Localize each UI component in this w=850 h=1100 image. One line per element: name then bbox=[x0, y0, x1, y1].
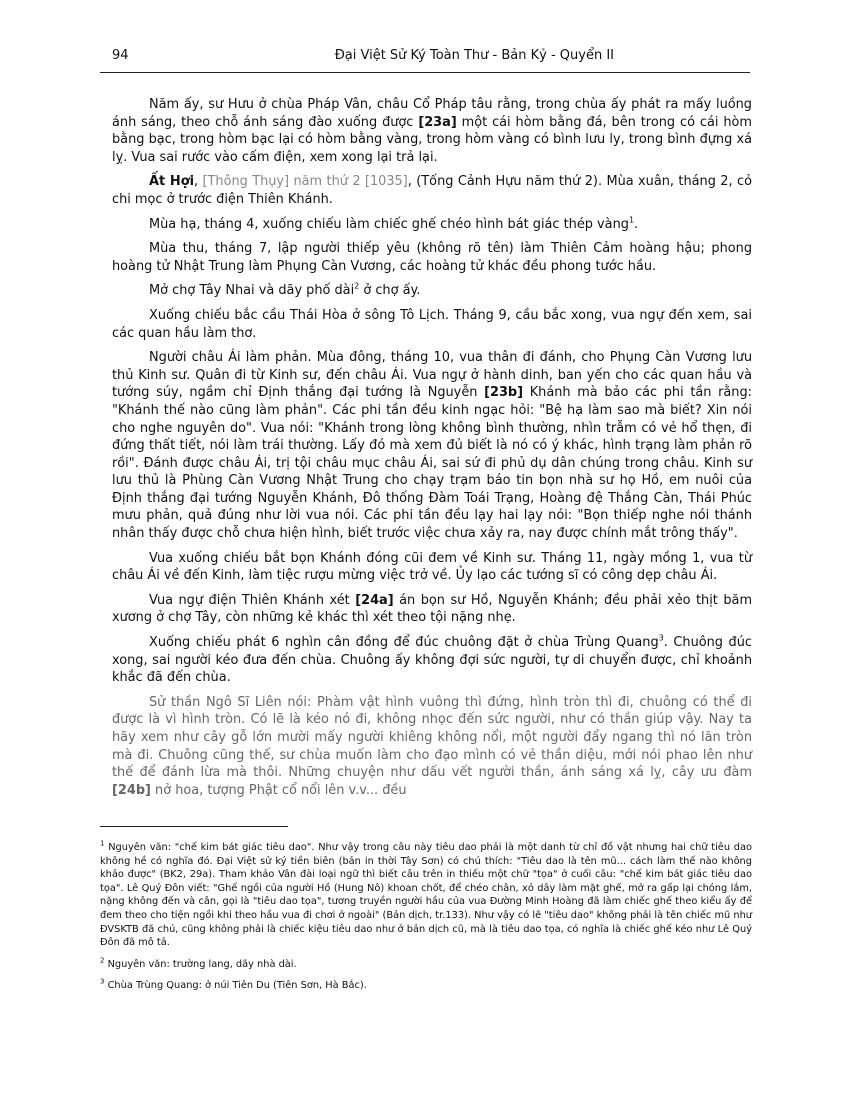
paragraph: Vua xuống chiếu bắt bọn Khánh đóng cũi đem về Kinh sư. Tháng 11, ngày mồng 1, vua từ châu Ái về đến Kinh, làm tiệc rượu mừng việc trở về. Ủy lạo các tướng sĩ có công dẹp châu Ái. bbox=[112, 550, 752, 584]
paragraph: Vua ngự điện Thiên Khánh xét [24a] án bọn sư Hồ, Nguyễn Khánh; đều phải xẻo thịt băm xương ở chợ Tây, còn những kẻ khác thì xét theo tội nặng nhẹ. bbox=[112, 592, 753, 626]
page-ref: [24b] bbox=[112, 782, 151, 798]
paragraph: Mùa thu, tháng 7, lập người thiếp yêu (không rõ tên) làm Thiên Cảm hoàng hậu; phong hoàng tử Nhật Trung làm Phụng Càn Vương, các hoàng tử khác đều phong tước hầu. bbox=[112, 241, 752, 274]
main-text bbox=[112, 96, 752, 806]
paragraph: Ất Hợi, [Thông Thụy] năm thứ 2 [1035], (Tống Cảnh Hựu năm thứ 2). Mùa xuân, tháng 2, cỏ chi mọc ở trước điện Thiên Khánh. bbox=[112, 174, 752, 207]
running-title: Đại Việt Sử Ký Toàn Thư - Bản Kỷ - Quyển II bbox=[334, 48, 614, 63]
paragraph: Mùa hạ, tháng 4, xuống chiếu làm chiếc ghế chéo hình bát giác thép vàng$^1$. bbox=[149, 215, 639, 232]
footnotes bbox=[100, 826, 752, 1001]
reign-note: [Thông Thụy] năm thứ 2 [1035] bbox=[202, 174, 408, 190]
footnote-mark[interactable]: 1 bbox=[628, 215, 635, 225]
paragraph: Mở chợ Tây Nhai và dãy phố dài$^2$ ở chợ ấy. bbox=[149, 282, 421, 299]
paragraph: Năm ấy, sư Hưu ở chùa Pháp Vân, châu Cổ Pháp tâu rằng, trong chùa ấy phát ra mấy luồng ánh sáng, theo chỗ ánh sáng đào xuống được [23a] một cái hòm bằng đá, bên trong có cái hòm bằng bạc, trong hòm bạc lại có hòm bằng vàng, trong hòm vàng có bình lưu ly, trong bình đựng xá lỵ. Vua sai rước vào cấm điện, xem xong lại trả lại. bbox=[112, 97, 752, 165]
footnote: $^2$ Nguyên văn: trường lang, dãy nhà dài. bbox=[100, 956, 297, 970]
footnote: $^3$ Chùa Trùng Quang: ở núi Tiên Du (Tiên Sơn, Hà Bắc). bbox=[100, 978, 367, 992]
paragraph: Xuống chiếu phát 6 nghìn cân đồng để đúc chuông đặt ở chùa Trùng Quang$^3$. Chuông đúc xong, sai người kéo đưa đến chùa. Chuông ấy không đợi sức người, tự di chuyển được, chỉ khoảnh khắc đã đến chùa. bbox=[112, 633, 752, 686]
paragraph: Xuống chiếu bắc cầu Thái Hòa ở sông Tô Lịch. Tháng 9, cầu bắc xong, vua ngự đến xem, sai các quan hầu làm thơ. bbox=[112, 307, 752, 341]
footnote: $^1$ Nguyên văn: "chế kim bát giác tiêu dao". Như vậy trong câu này tiêu dao phải là một danh từ chỉ đồ vật nhưng hai chữ tiêu dao không hề có nghĩa đó. Đại Việt sử ký tiền biên (bản in thời Tây Sơn) có chú thích: "Tiêu dao là tên mũ... cách làm thế nào không khảo được" (BK2, 29a). Tham khảo Vân đài loại ngữ thì biết câu trên in thiếu một chữ "tọa" ở cuối câu: "chế kim bát giác tiêu dao tọa". Lê Quý Đôn viết: "Ghế ngồi của người Hồ (Hung Nô) khoan chốt, để chéo chân, xỏ dây làm mặt ghế, mở ra gấp lại chóng lắm, nặng không đến và cân, gọi là "tiêu dao tọa", tương truyền người hầu của vua Đường Minh Hoàng đã làm chiếc ghế theo kiểu ấy để đem theo cho tiện ngồi khi theo hầu vua đi chơi ở ngoài" (Bản dịch, tr.133). Như vậy có lẽ "tiêu dao" không phải là tên chiếc mũ như ĐVSKTB đã chú, cũng không phải là chiếc kiệu tiêu dao như ở bản dịch cũ, mà là tiêu dao tọa, có nghĩa là chiếc ghế kéo như Lê Quý Đôn đã mô tả. bbox=[100, 839, 752, 949]
year-heading: Ất Hợi bbox=[149, 174, 194, 190]
footnote-mark[interactable]: 2 bbox=[354, 282, 360, 292]
page-number: 94 bbox=[112, 48, 129, 63]
page-header bbox=[100, 46, 750, 73]
paragraph: Người châu Ái làm phản. Mùa đông, tháng 10, vua thân đi đánh, cho Phụng Càn Vương lưu thủ Kinh sư. Quân đi từ Kinh sư, đến châu Ái. Vua ngự ở hành dinh, ban yến cho các quan hầu và tướng súy, ngầm chỉ Định thắng đại tướng là Nguyễn [23b] Khánh mà bảo các phi tần rằng: "Khánh thế nào cũng làm phản". Các phi tần đều kinh ngạc hỏi: "Bệ hạ làm sao mà biết? Xin nói cho nghe nguyên do". Vua nói: "Khánh trong lòng không bình thường, nhìn trẫm có vẻ hổ thẹn, đi đứng thất tiết, nói làm trái thường. Lấy đó mà xem đủ biết là nó có ý khác, hình trạng làm phản rõ rồi". Đánh được châu Ái, trị tội châu mục châu Ái, sai sứ đi phủ dụ dân chúng trong châu. Kinh sư lưu thủ là Phùng Càn Vương Nhật Trung cho chạy trạm báo tin bọn nhà sư họ Hồ, em nuôi của Định thắng đại tướng Nguyễn Khánh, Đô thống Đàm Toái Trạng, Hoàng đệ Thắng Càn, Thái Phúc mưu phản, quả đúng như lời vua nói. Các phi tần đều lạy hai lạy nói: "Bọn thiếp nghe nói thánh nhân thấy được chỗ chưa hiện hình, biết trước việc chưa xảy ra, nay được chính mắt trông thấy". bbox=[112, 350, 753, 542]
page-ref: [23a] bbox=[418, 114, 457, 130]
page-ref: [24a] bbox=[355, 592, 394, 608]
page-ref: [23b] bbox=[484, 385, 524, 401]
footnote-mark[interactable]: 3 bbox=[658, 633, 664, 643]
footnote-separator bbox=[100, 826, 288, 827]
historian-comment: Sử thần Ngô Sĩ Liên nói: Phàm vật hình vuông thì đứng, hình tròn thì đi, chuông có thể đi được là vì hình tròn. Có lẽ là kéo nó đi, không nhọc đến sức người, như có thần giúp vậy. Nay ta hãy xem như cây gỗ lớn mười mấy người khiêng không nổi, một người đẩy ngang thì nó lăn tròn mà đi. Chuông cũng thế, sư chùa muốn làm cho đạo mình có vẻ thần diệu, mới nói phao lên như thế để đánh lừa mà thôi. Những chuyện như dấu vết người thần, ánh sáng xá lỵ, cây ưu đàm [24b] nở hoa, tượng Phật cổ nổi lên v.v... đều bbox=[112, 694, 752, 798]
